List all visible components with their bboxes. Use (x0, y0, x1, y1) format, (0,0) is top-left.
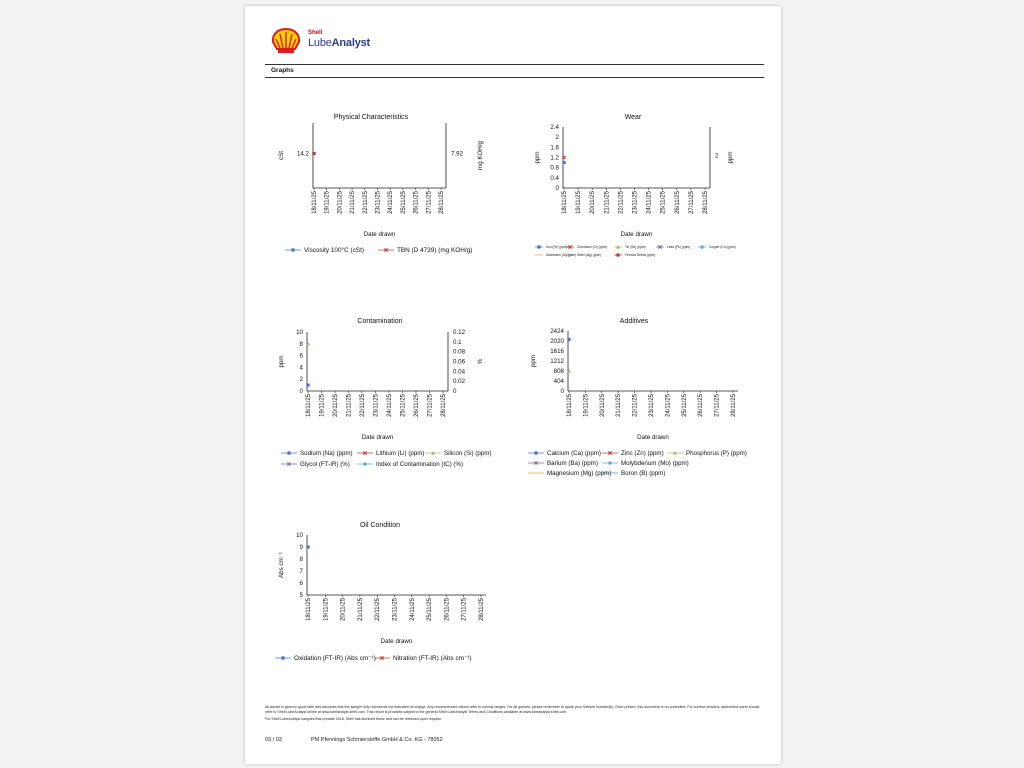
oil-x-tick-label: 28/11/25 (479, 598, 485, 621)
wear-legend-marker (537, 245, 540, 248)
contamination-x-tick-label: 22/11/25 (360, 394, 366, 417)
oil-x-axis-label: Date drawn (380, 638, 413, 645)
contamination-x-tick-label: 25/11/25 (400, 394, 407, 417)
additives-legend-phosphorus-p-ppm: Phosphorus (P) (ppm) (686, 450, 747, 458)
additives-x-axis-label: Date drawn (637, 434, 669, 441)
footer-disclaimer: All advice is given in good faith and assumes that the sample fully represents the indicated oil charge. Any recommended values refer to normal ranges. For all queries, please remember to quote your Sample Number(s). Once printed, this document is un-controlled. For current versions, authorised users should refer to Shell LubeAnalyst online at www.lubeanalyst.shell.com. This report is provided subject to the general Shell LubeAnalyst Terms and Conditions available at www.lubeanalyst.shell.com. (265, 705, 760, 714)
report-page (245, 6, 781, 764)
wear-legend-ferrous-debris-ppm: Ferrous Debris (ppm) (625, 253, 656, 258)
contamination-y2-tick-label: 0.08 (453, 348, 466, 356)
oil-y-tick-label: 8 (299, 556, 303, 563)
additives-legend-molybdenum-mo-ppm: Molybdenum (Mo) (ppm) (621, 460, 689, 468)
page-number: 03 / 03 (265, 737, 282, 743)
additives-chart-title: Additives (619, 318, 649, 325)
contamination-y-tick-label: 8 (299, 340, 303, 348)
oil-y-tick-label: 7 (299, 568, 303, 575)
contamination-x-tick-label: 26/11/25 (414, 394, 420, 417)
additives-x-tick-label: 23/11/25 (649, 394, 655, 417)
additives-legend-magnesium-mg-ppm: Magnesium (Mg) (ppm) (547, 470, 612, 478)
wear-legend-lead-pb-ppm: Lead (Pb) (ppm) (667, 245, 691, 250)
additives-point-calcium-ca-ppm (567, 338, 570, 341)
contamination-y2-tick-label: 0.06 (453, 358, 466, 366)
contamination-y-tick-label: 10 (296, 329, 303, 336)
additives-legend-marker (608, 461, 612, 465)
additives-y-tick-label: 808 (553, 368, 564, 375)
additives-y-tick-label: 2424 (550, 328, 564, 335)
additives-x-tick-label: 28/11/25 (731, 394, 737, 417)
additives-x-tick-label: 22/11/25 (632, 394, 639, 417)
contamination-x-tick-label: 18/11/25 (306, 394, 312, 417)
wear-legend-marker (616, 253, 619, 256)
contamination-chart-title: Contamination (357, 318, 403, 325)
wear-x-tick-label: 24/11/25 (646, 191, 653, 214)
wear-y2-tick-label: 2 (715, 152, 719, 160)
additives-legend-zinc-zn-ppm: Zinc (Zn) (ppm) (621, 450, 664, 458)
company-name: PM Pfennings Schmierstoffe GmbH & Co. KG - 78052 (311, 737, 443, 743)
contamination-y2-tick-label: 0.1 (453, 338, 462, 346)
additives-y-tick-label: 404 (553, 378, 564, 385)
wear-point-iron-fe-ppm (562, 161, 565, 164)
contamination-x-tick-label: 21/11/25 (346, 394, 353, 417)
additives-x-tick-label: 27/11/25 (714, 394, 721, 417)
oil-chart-title: Oil Condition (359, 522, 401, 529)
wear-x-tick-label: 22/11/25 (618, 191, 625, 214)
physical-x-tick-label: 28/11/25 (439, 191, 445, 214)
oil-x-tick-label: 26/11/25 (444, 598, 451, 621)
wear-x-tick-label: 19/11/25 (576, 191, 583, 214)
wear-legend-iron-fe-ppm: Iron (Fe) (ppm) (546, 245, 568, 250)
wear-y-tick-label: 0 (555, 185, 559, 192)
additives-y-tick-label: 1616 (550, 348, 564, 355)
wear-chart-title: Wear (624, 114, 642, 121)
wear-legend-silver-ag-ppm: Silver (Ag) (ppm) (577, 253, 602, 258)
oil-y-axis-label: Abs cm⁻¹ (278, 552, 285, 578)
wear-x-tick-label: 27/11/25 (688, 191, 695, 214)
footer-archive-note: For Shell LubeAnalyst samples that predate 2018, Shell has archived these and can be retrieved upon request. (265, 717, 442, 722)
additives-y-axis-label: ppm (530, 354, 537, 368)
physical-legend-viscosity-100-c-cst: Viscosity 100°C (cSt) (304, 247, 364, 255)
logo-lubeanalyst-text: LubeAnalyst (308, 37, 371, 49)
contamination-legend-glycol-ft-ir: Glycol (FT-IR) (%) (300, 461, 350, 469)
oil-x-tick-label: 27/11/25 (461, 598, 468, 621)
wear-legend-marker (700, 245, 704, 249)
oil-x-tick-label: 21/11/25 (357, 598, 364, 621)
wear-legend-aluminium-al-ppm: Aluminium (Al) (ppm) (546, 253, 576, 258)
oil-y-tick-label: 10 (296, 532, 303, 539)
contamination-y-tick-label: 2 (299, 376, 303, 384)
additives-x-tick-label: 26/11/25 (698, 394, 705, 417)
physical-x-tick-label: 21/11/25 (350, 191, 357, 214)
physical-x-axis-label: Date drawn (363, 231, 396, 238)
wear-y-tick-label: 1.2 (550, 154, 559, 162)
contamination-x-tick-label: 27/11/25 (427, 394, 434, 417)
wear-x-tick-label: 25/11/25 (660, 191, 667, 214)
contamination-y2-tick-label: 0.12 (453, 329, 466, 336)
wear-x-tick-label: 21/11/25 (604, 191, 611, 214)
additives-x-tick-label: 24/11/25 (665, 394, 672, 417)
contamination-y2-tick-label: 0 (453, 388, 457, 395)
oil-y-tick-label: 9 (299, 544, 303, 551)
oil-legend-oxidation-ft-ir-abs-cm: Oxidation (FT-IR) (Abs cm⁻¹) (294, 655, 376, 663)
physical-x-tick-label: 18/11/25 (312, 191, 318, 214)
wear-legend-copper-cu-ppm: Copper (Cu) (ppm) (709, 245, 736, 250)
additives-x-tick-label: 19/11/25 (583, 394, 590, 417)
additives-y-tick-label: 2020 (550, 338, 564, 345)
contamination-y-axis-label: ppm (278, 355, 285, 368)
contamination-legend-silicon-si-ppm: Silicon (Si) (ppm) (444, 450, 492, 458)
contamination-legend-marker (287, 451, 290, 454)
oil-point-oxidation-ft-ir-abs-cm (306, 545, 309, 548)
physical-legend-tbn-d-4739-mg-koh-g: TBN (D 4739) (mg KOH/g) (397, 247, 473, 255)
oil-legend-nitration-ft-ir-abs-cm: Nitration (FT-IR) (Abs cm⁻¹) (393, 655, 472, 663)
oil-x-tick-label: 19/11/25 (323, 598, 330, 621)
contamination-point-sodium-na-ppm (306, 384, 309, 387)
contamination-x-tick-label: 28/11/25 (441, 394, 447, 417)
additives-x-tick-label: 21/11/25 (616, 394, 623, 417)
contamination-x-tick-label: 24/11/25 (387, 394, 393, 417)
physical-y2-tick-label: 7.92 (451, 150, 464, 158)
wear-x-tick-label: 20/11/25 (590, 191, 597, 214)
physical-x-tick-label: 26/11/25 (413, 191, 420, 214)
contamination-y-tick-label: 0 (299, 388, 303, 395)
additives-x-tick-label: 18/11/25 (567, 394, 573, 417)
oil-x-tick-label: 24/11/25 (409, 598, 416, 621)
wear-legend-tin-sn-ppm: Tin (Sn) (ppm) (625, 245, 646, 250)
oil-x-tick-label: 22/11/25 (375, 598, 382, 621)
wear-y-tick-label: 2 (555, 134, 559, 142)
oil-x-tick-label: 23/11/25 (392, 598, 399, 621)
wear-legend-chromium-cr-ppm: Chromium (Cr) (ppm) (577, 245, 608, 250)
oil-y-tick-label: 6 (299, 580, 303, 587)
contamination-legend-sodium-na-ppm: Sodium (Na) (ppm) (300, 450, 353, 458)
wear-y-tick-label: 0.8 (550, 164, 559, 172)
additives-y-tick-label: 1212 (550, 358, 564, 365)
contamination-x-tick-label: 20/11/25 (333, 394, 339, 417)
wear-x-tick-label: 23/11/25 (632, 191, 639, 214)
wear-y-tick-label: 1.6 (550, 144, 559, 152)
contamination-y2-tick-label: 0.04 (453, 368, 466, 376)
oil-legend-marker (281, 656, 284, 659)
contamination-x-tick-label: 19/11/25 (319, 394, 326, 417)
additives-x-tick-label: 20/11/25 (599, 394, 606, 417)
physical-y-tick-label: 14.2 (296, 150, 309, 158)
additives-legend-barium-ba-ppm: Barium (Ba) (ppm) (547, 460, 598, 468)
physical-x-tick-label: 20/11/25 (337, 191, 344, 214)
contamination-y2-tick-label: 0.02 (453, 378, 466, 386)
contamination-x-tick-label: 23/11/25 (373, 394, 380, 417)
wear-x-tick-label: 28/11/25 (703, 191, 709, 214)
contamination-y-tick-label: 4 (299, 364, 303, 372)
additives-x-tick-label: 25/11/25 (681, 394, 688, 417)
physical-x-tick-label: 24/11/25 (388, 191, 395, 214)
contamination-y2-axis-label: % (477, 358, 484, 365)
additives-point-phosphorus-p-ppm (567, 369, 571, 373)
section-title: Graphs (271, 67, 294, 74)
physical-x-tick-label: 23/11/25 (375, 191, 382, 214)
contamination-legend-index-of-contamination-ic: Index of Contamination (IC) (%) (376, 461, 464, 469)
additives-legend-boron-b-ppm: Boron (B) (ppm) (621, 470, 666, 478)
physical-x-tick-label: 22/11/25 (362, 191, 369, 214)
wear-y-tick-label: 0.4 (550, 174, 559, 182)
wear-x-axis-label: Date drawn (620, 231, 653, 238)
wear-x-tick-label: 18/11/25 (562, 191, 568, 214)
physical-y2-axis-label: mg KOH/g (477, 141, 484, 170)
wear-y-axis-label: ppm (534, 151, 541, 164)
contamination-legend-marker (363, 462, 367, 466)
physical-y-axis-label: cSt (278, 151, 285, 160)
physical-x-tick-label: 19/11/25 (324, 191, 331, 214)
oil-x-tick-label: 25/11/25 (427, 598, 434, 621)
oil-x-tick-label: 18/11/25 (306, 598, 312, 621)
wear-x-tick-label: 26/11/25 (674, 191, 681, 214)
contamination-x-axis-label: Date drawn (361, 434, 394, 441)
physical-legend-marker (291, 248, 294, 251)
additives-legend-calcium-ca-ppm: Calcium (Ca) (ppm) (547, 450, 601, 458)
physical-x-tick-label: 27/11/25 (426, 191, 433, 214)
wear-y2-axis-label: ppm (727, 151, 734, 164)
oil-y-tick-label: 5 (299, 592, 303, 599)
contamination-legend-lithium-li-ppm: Lithium (Li) (ppm) (376, 450, 425, 458)
physical-x-tick-label: 25/11/25 (400, 191, 407, 214)
additives-legend-marker (534, 451, 537, 454)
additives-y-tick-label: 0 (560, 388, 564, 395)
contamination-y-tick-label: 6 (299, 352, 303, 360)
physical-chart-title: Physical Characteristics (333, 114, 409, 121)
charts-canvas (245, 6, 781, 706)
logo-shell-text: Shell (308, 30, 323, 36)
wear-y-tick-label: 2.4 (550, 124, 559, 131)
footer (265, 705, 765, 725)
oil-x-tick-label: 20/11/25 (340, 598, 347, 621)
